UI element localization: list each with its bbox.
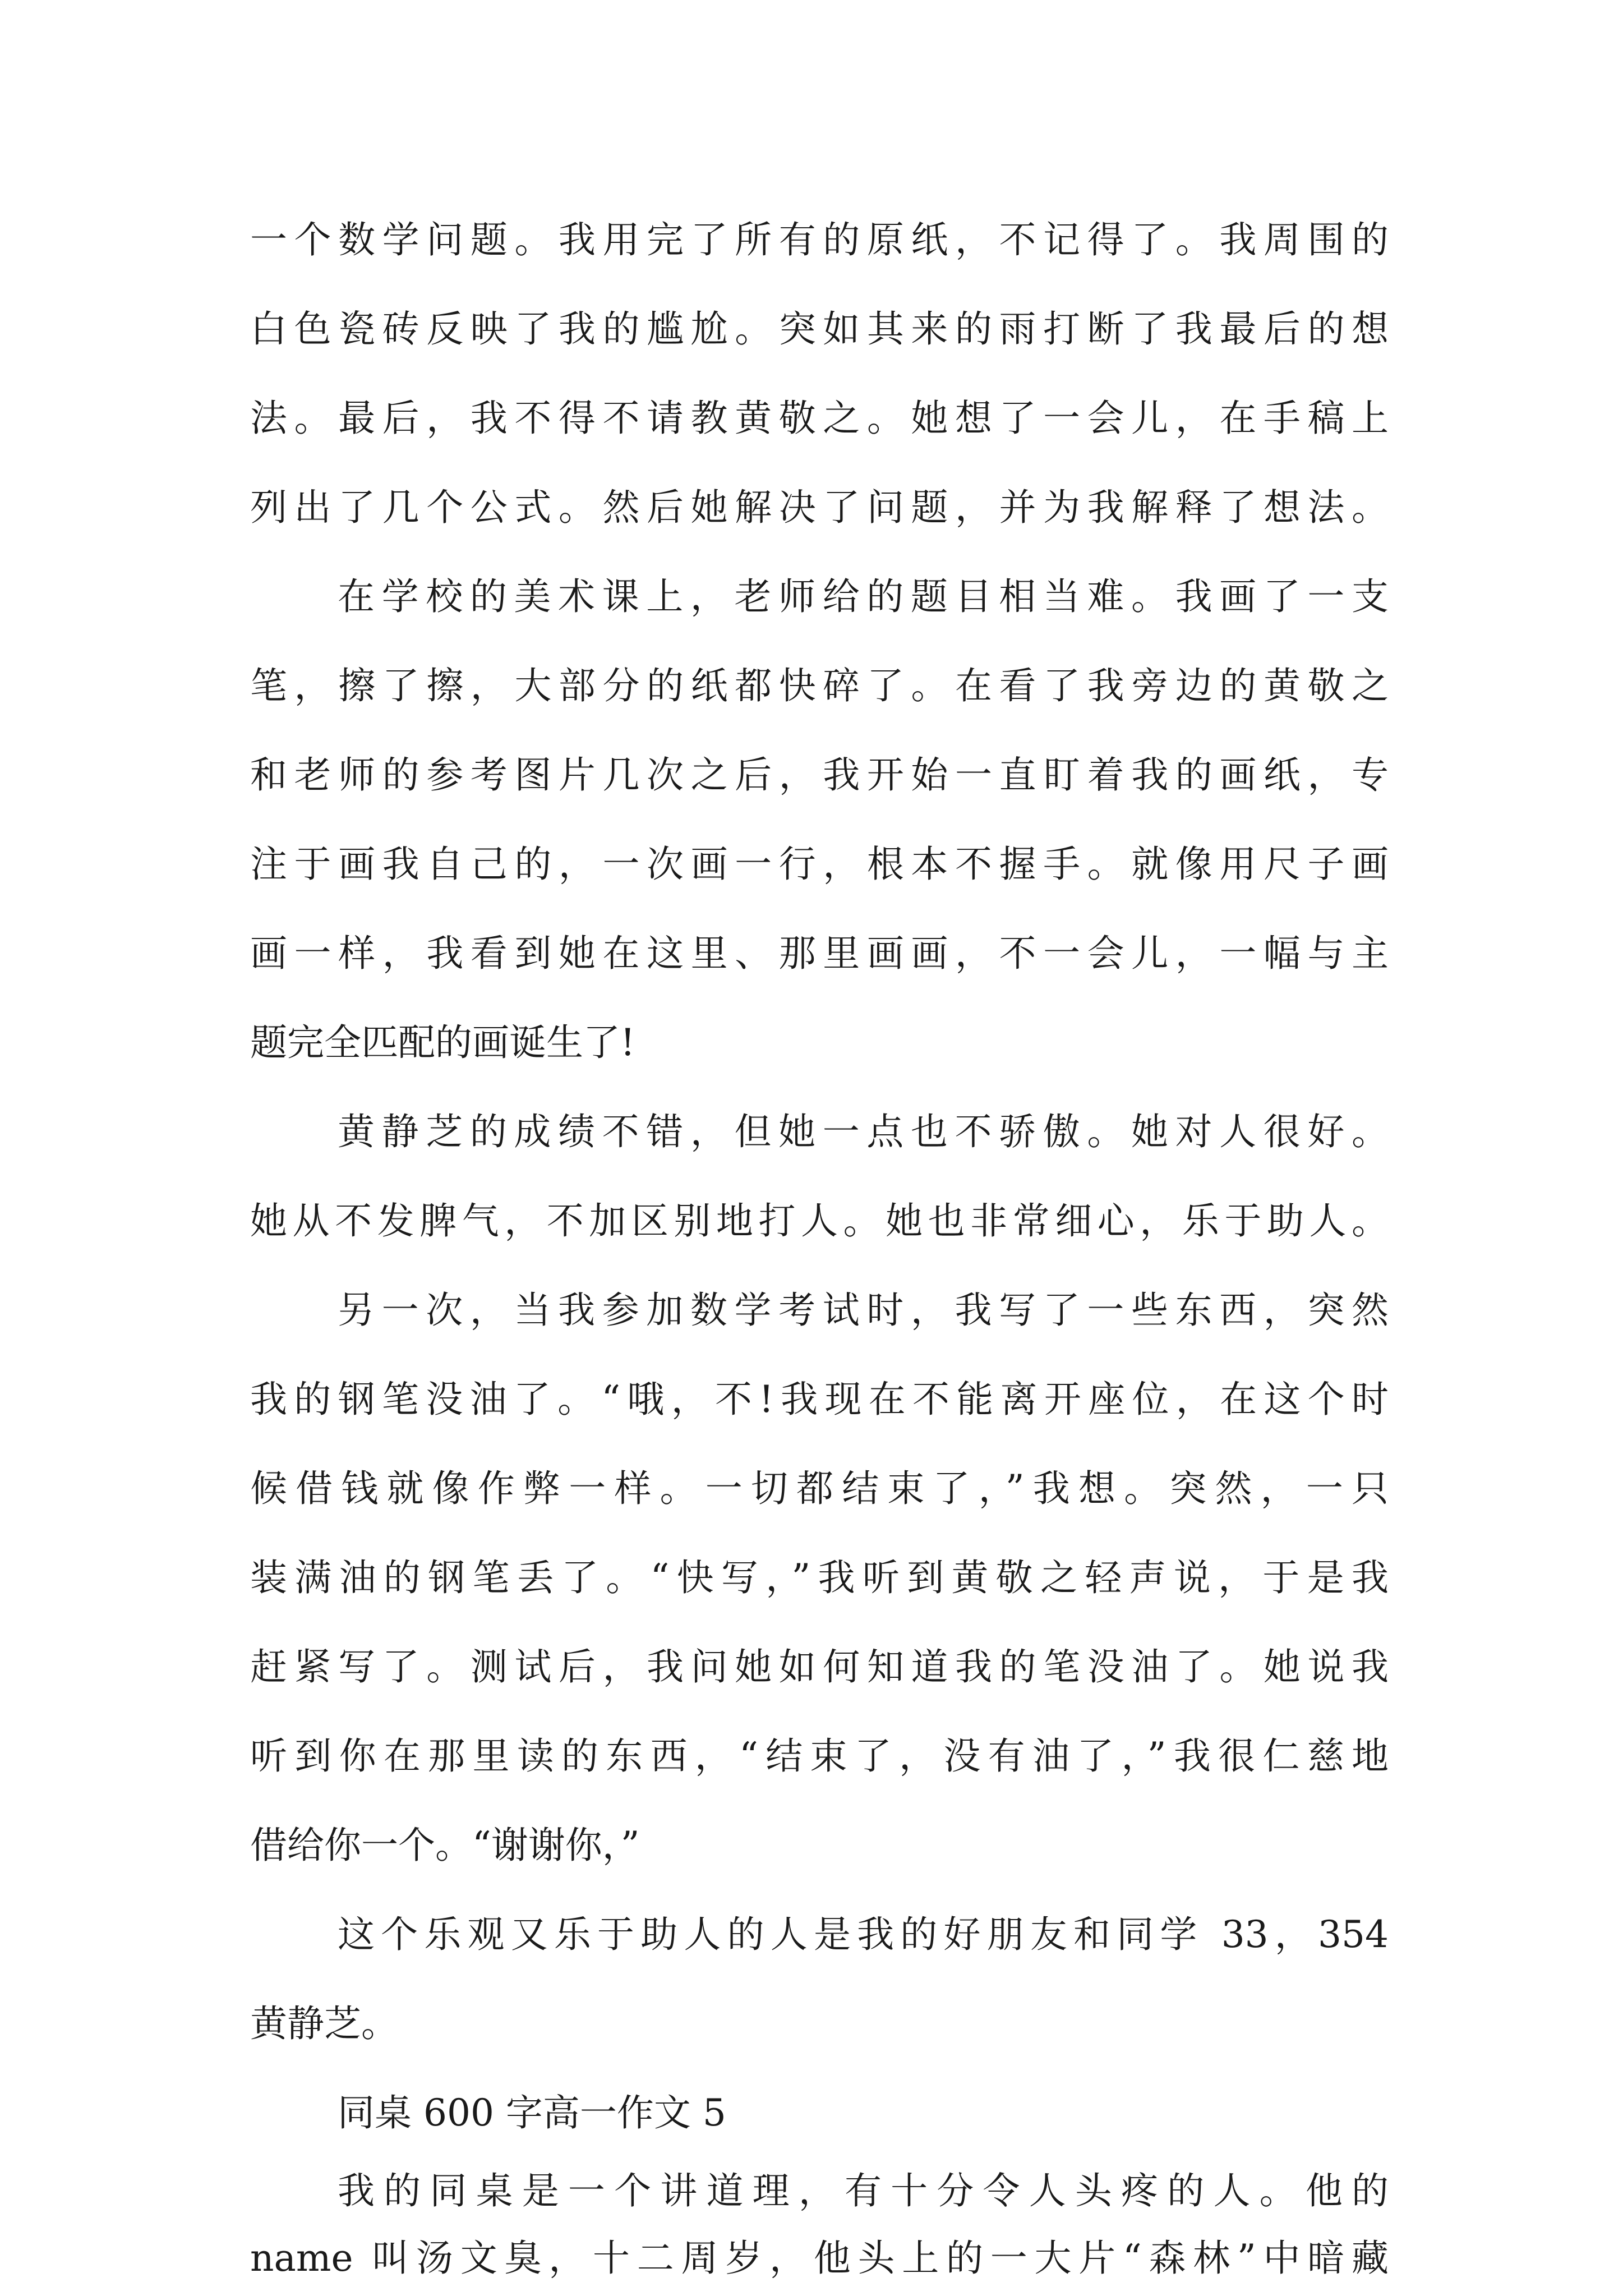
text-line: 装满油的钢笔丢了。“快写，”我听到黄敬之轻声说，于是我 (250, 1556, 1389, 1599)
text-line: 笔，擦了擦，大部分的纸都快碎了。在看了我旁边的黄敬之 (250, 664, 1389, 707)
text-line: 法。最后，我不得不请教黄敬之。她想了一会儿，在手稿上 (250, 397, 1389, 440)
paragraph-first-line: 在学校的美术课上，老师给的题目相当难。我画了一支 (338, 575, 1389, 618)
paragraph-first-line: 我的同桌是一个讲道理，有十分令人头疼的人。他的 (338, 2169, 1389, 2212)
text-line: 她从不发脾气，不加区别地打人。她也非常细心，乐于助人。 (250, 1199, 1389, 1243)
text-line: 注于画我自己的，一次画一行，根本不握手。就像用尺子画 (250, 843, 1389, 886)
text-line: 赶紧写了。测试后，我问她如何知道我的笔没油了。她说我 (250, 1645, 1389, 1688)
text-line: 题完全匹配的画诞生了! (250, 1021, 635, 1064)
text-line: 我的钢笔没油了。“哦，不!我现在不能离开座位，在这个时 (250, 1378, 1389, 1421)
text-line: 画一样，我看到她在这里、那里画画，不一会儿，一幅与主 (250, 932, 1389, 975)
paragraph-first-line: 这个乐观又乐于助人的人是我的好朋友和同学 33，354 (338, 1913, 1389, 1956)
text-line: 列出了几个公式。然后她解决了问题，并为我解释了想法。 (250, 486, 1389, 529)
paragraph-first-line: 另一次，当我参加数学考试时，我写了一些东西，突然 (338, 1289, 1389, 1332)
text-line: 一个数学问题。我用完了所有的原纸，不记得了。我周围的 (250, 218, 1389, 261)
text-line: 白色瓷砖反映了我的尴尬。突如其来的雨打断了我最后的想 (250, 307, 1389, 351)
text-line: 黄静芝。 (250, 2002, 398, 2045)
paragraph-first-line: 黄静芝的成绩不错，但她一点也不骄傲。她对人很好。 (338, 1110, 1389, 1153)
text-line: 和老师的参考图片几次之后，我开始一直盯着我的画纸，专 (250, 753, 1389, 797)
text-line: 候借钱就像作弊一样。一切都结束了，”我想。突然，一只 (250, 1467, 1389, 1510)
text-line: 听到你在那里读的东西，“结束了，没有油了，”我很仁慈地 (250, 1734, 1389, 1778)
text-line: 借给你一个。“谢谢你，” (250, 1824, 640, 1867)
text-line: name 叫汤文臭，十二周岁，他头上的一大片“森林”中暗藏 (250, 2237, 1389, 2280)
section-heading: 同桌 600 字高一作文 5 (338, 2091, 726, 2134)
